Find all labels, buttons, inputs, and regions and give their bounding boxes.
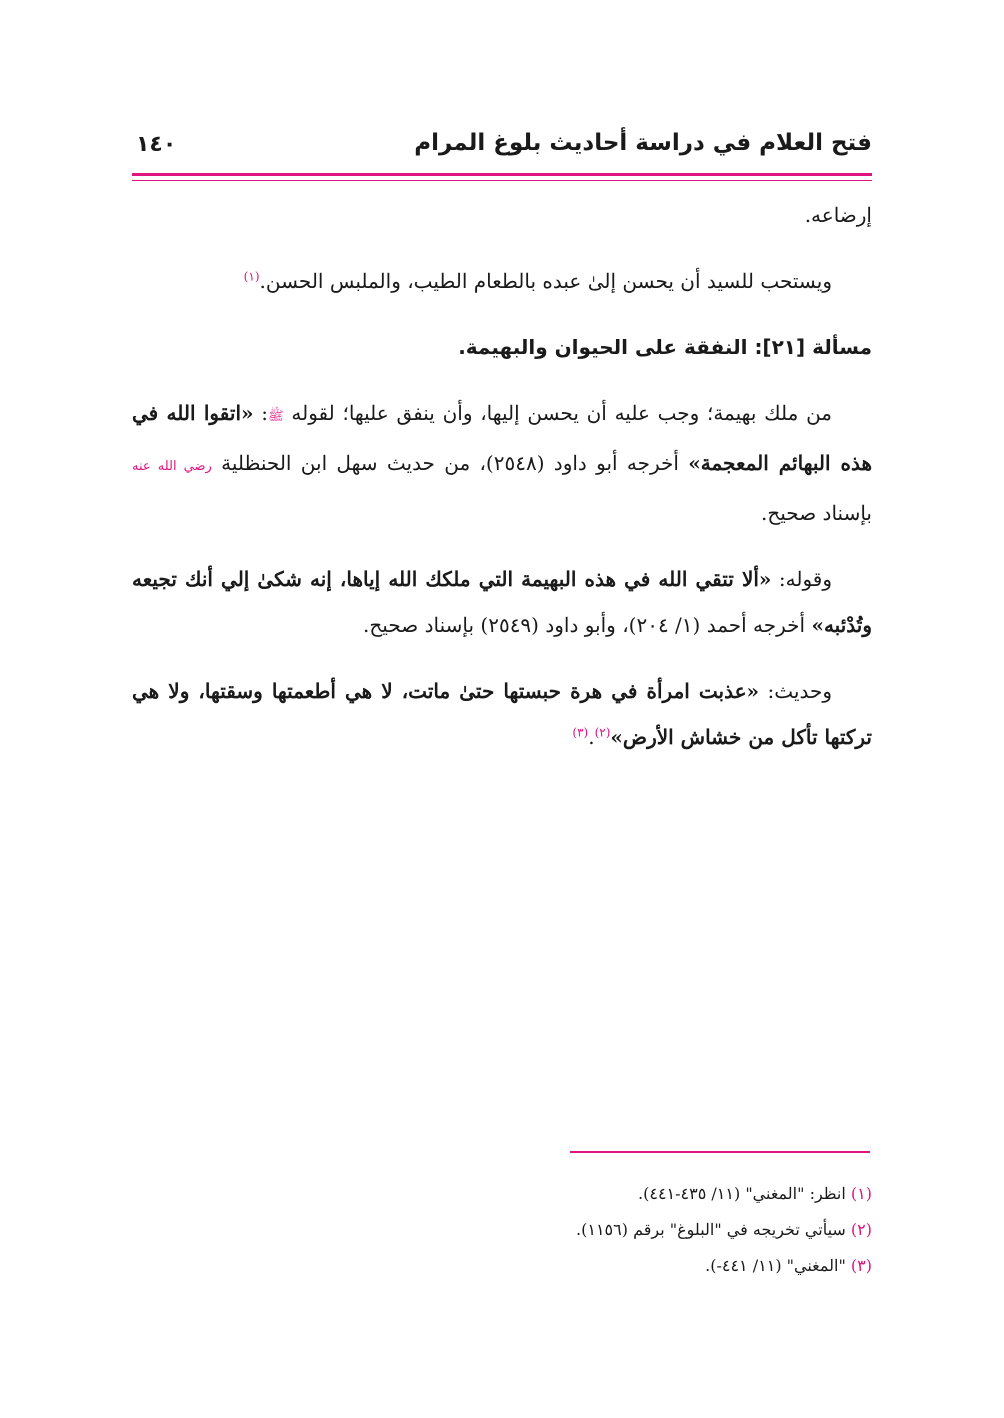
footnote-marker: (٢) — [850, 1220, 872, 1239]
page-number: ١٤٠ — [136, 132, 177, 157]
footnote-marker: (٣) — [850, 1256, 872, 1275]
heading-label: مسألة [٢١]: — [754, 335, 872, 359]
running-title: فتح العلام في دراسة أحاديث بلوغ المرام — [414, 130, 872, 156]
radiya-glyph: رضي الله عنه — [132, 459, 212, 474]
paragraph-cat-hadith: وحديث: «عذبت امرأة في هرة حبستها حتىٰ ماتت، لا هي أطعمتها وسقتها، ولا هي تركتها تأكل من خشاش الأرض»$^{(٢)}$.$^{(٣)}$ — [132, 679, 872, 749]
salawat-glyph: ﷺ — [267, 409, 284, 424]
page-header — [132, 128, 872, 168]
hadith-quote: «ألا تتقي الله في هذه البهيمة التي ملكك الله إياها، إنه شكىٰ إلي أنك تجيعه وتُدْئبه» — [132, 567, 872, 637]
footnote-2: (٢) سيأتي تخريجه في "البلوغ" برقم (١١٥٦). — [576, 1220, 872, 1239]
footnote-ref-1[interactable]: (١) — [243, 269, 260, 284]
heading-title: النفقة على الحيوان والبهيمة. — [458, 335, 748, 359]
footnote-3: (٣) "المغني" (١١/ ٤٤١-). — [705, 1256, 872, 1275]
footnote-ref-2[interactable]: (٢) — [594, 725, 611, 740]
footnote-separator — [570, 1151, 870, 1153]
footnotes — [132, 1176, 872, 1284]
hadith-quote: «عذبت امرأة في هرة حبستها حتىٰ ماتت، لا هي أطعمتها وسقتها، ولا هي تركتها تأكل من خشاش الأرض» — [132, 679, 872, 749]
main-text — [132, 192, 872, 760]
paragraph-continuation: إرضاعه. — [804, 203, 872, 227]
hadith-quote: «اتقوا الله في هذه البهائم المعجمة» — [132, 401, 873, 475]
section-heading — [132, 324, 872, 370]
paragraph-master-kindness: ويستحب للسيد أن يحسن إلىٰ عبده بالطعام الطيب، والملبس الحسن.$^{(١)}$ — [243, 269, 832, 293]
footnote-marker: (١) — [850, 1184, 872, 1203]
footnote-ref-3[interactable]: (٣) — [572, 725, 589, 740]
footnote-1: (١) انظر: "المغني" (١١/ ٤٣٥-٤٤١). — [638, 1184, 872, 1203]
paragraph-camel-hadith: وقوله: «ألا تتقي الله في هذه البهيمة التي ملكك الله إياها، إنه شكىٰ إلي أنك تجيعه وتُدْئبه» أخرجه أحمد (١/ ٢٠٤)، وأبو داود (٢٥٤٩) بإسناد صحيح. — [132, 567, 872, 637]
paragraph-animal-care: من ملك بهيمة؛ وجب عليه أن يحسن إليها، وأن ينفق عليها؛ لقوله ﷺ: «اتقوا الله في هذه البهائم المعجمة» أخرجه أبو داود (٢٥٤٨)، من حديث سهل ابن الحنظلية رضي الله عنه بإسناد صحيح. — [132, 401, 873, 525]
header-rule-thick — [132, 173, 872, 176]
header-rule-thin — [132, 180, 872, 181]
